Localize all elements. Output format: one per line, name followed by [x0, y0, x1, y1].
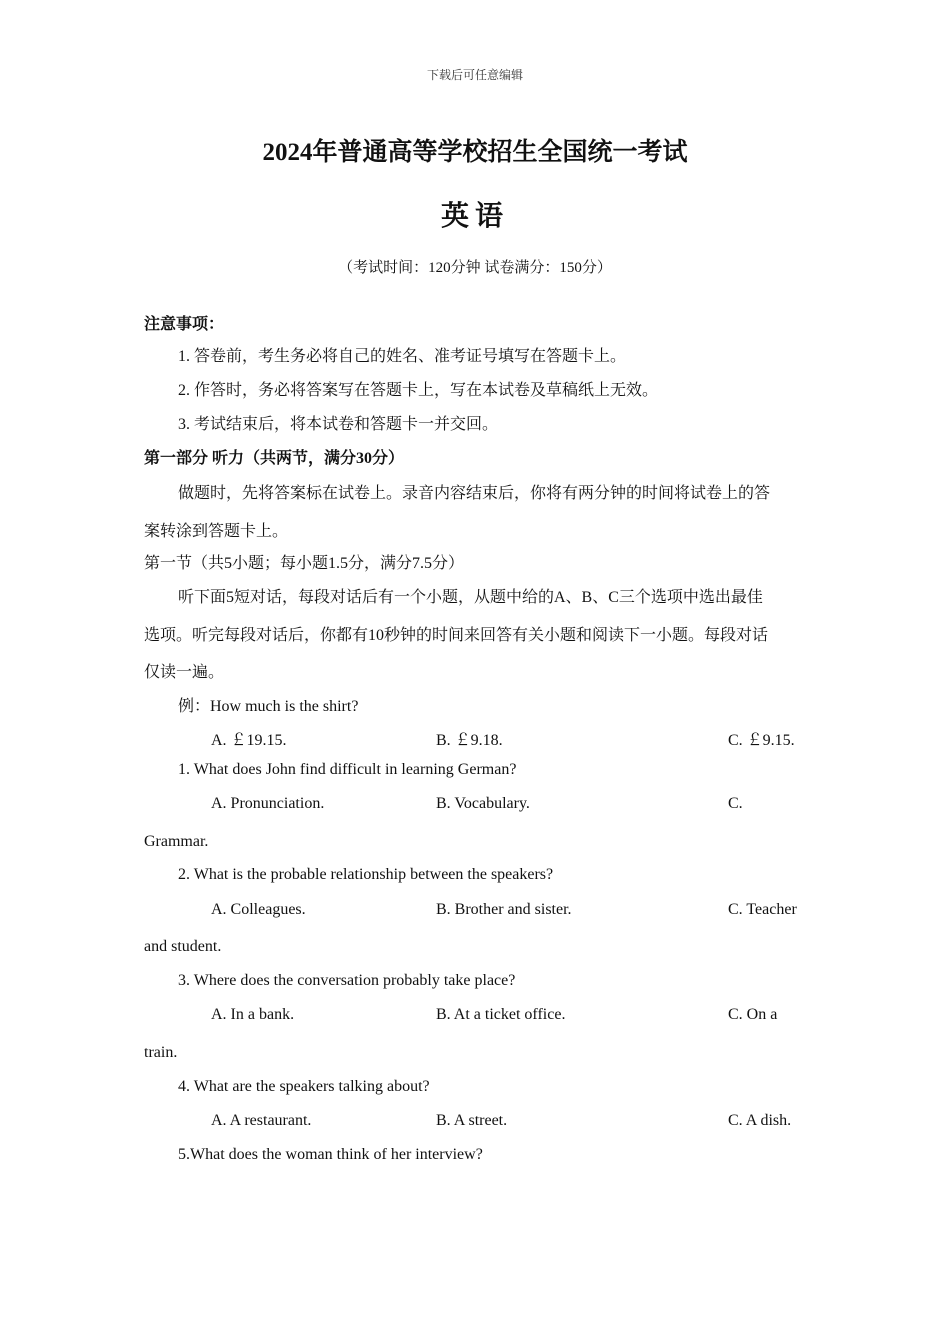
q4-option-b: B. A street.: [436, 1112, 508, 1129]
example-option-b: B. ￡9.18.: [436, 732, 503, 749]
question-3: 3. Where does the conversation probably take place?: [178, 972, 516, 989]
notice-item: 2. 作答时，务必将答案写在答题卡上，写在本试卷及草稿纸上无效。: [178, 382, 659, 399]
subject-title: 英语: [440, 201, 509, 232]
notice-item: 1. 答卷前，考生务必将自己的姓名、准考证号填写在答题卡上。: [178, 348, 627, 365]
q4-option-c: C. A dish.: [728, 1112, 792, 1129]
q1-option-b: B. Vocabulary.: [436, 795, 530, 812]
exam-title: 2024年普通高等学校招生全国统一考试: [262, 139, 688, 166]
q1-option-c: C.: [728, 795, 743, 812]
header-note: 下载后可任意编辑: [426, 68, 523, 82]
q1-option-c-continued: Grammar.: [144, 833, 209, 850]
q2-option-c: C. Teacher: [728, 901, 797, 918]
section1-heading: 第一节（共5小题；每小题1.5分，满分7.5分）: [144, 555, 465, 572]
q1-option-a: A. Pronunciation.: [211, 795, 325, 812]
q3-option-b: B. At a ticket office.: [436, 1006, 566, 1023]
notice-heading: 注意事项：: [144, 316, 225, 333]
q3-option-c: C. On a: [728, 1006, 778, 1023]
q3-option-c-continued: train.: [144, 1044, 178, 1061]
question-1: 1. What does John find difficult in learning German?: [178, 761, 517, 778]
question-5: 5.What does the woman think of her interview?: [178, 1146, 483, 1163]
part1-intro-line: 案转涂到答题卡上。: [144, 523, 289, 540]
part1-heading: 第一部分 听力（共两节，满分30分）: [144, 450, 405, 467]
example-option-c: C. ￡9.15.: [728, 732, 795, 749]
section1-instruction-line: 听下面5短对话，每段对话后有一个小题，从题中给的A、B、C三个选项中选出最佳: [178, 589, 763, 606]
example-option-a: A. ￡19.15.: [211, 732, 287, 749]
part1-intro-line: 做题时，先将答案标在试卷上。录音内容结束后，你将有两分钟的时间将试卷上的答: [178, 485, 771, 502]
q4-option-a: A. A restaurant.: [211, 1112, 312, 1129]
question-2: 2. What is the probable relationship between the speakers?: [178, 866, 554, 883]
q2-option-a: A. Colleagues.: [211, 901, 306, 918]
question-4: 4. What are the speakers talking about?: [178, 1078, 430, 1095]
section1-instruction-line: 仅读一遍。: [144, 664, 225, 681]
notice-item: 3. 考试结束后，将本试卷和答题卡一并交回。: [178, 416, 499, 433]
q2-option-c-continued: and student.: [144, 938, 222, 955]
exam-info: （考试时间：120分钟 试卷满分：150分）: [338, 260, 612, 276]
example-question: 例：How much is the shirt?: [178, 698, 359, 715]
q3-option-a: A. In a bank.: [211, 1006, 295, 1023]
q2-option-b: B. Brother and sister.: [436, 901, 572, 918]
section1-instruction-line: 选项。听完每段对话后，你都有10秒钟的时间来回答有关小题和阅读下一小题。每段对话: [144, 627, 769, 644]
